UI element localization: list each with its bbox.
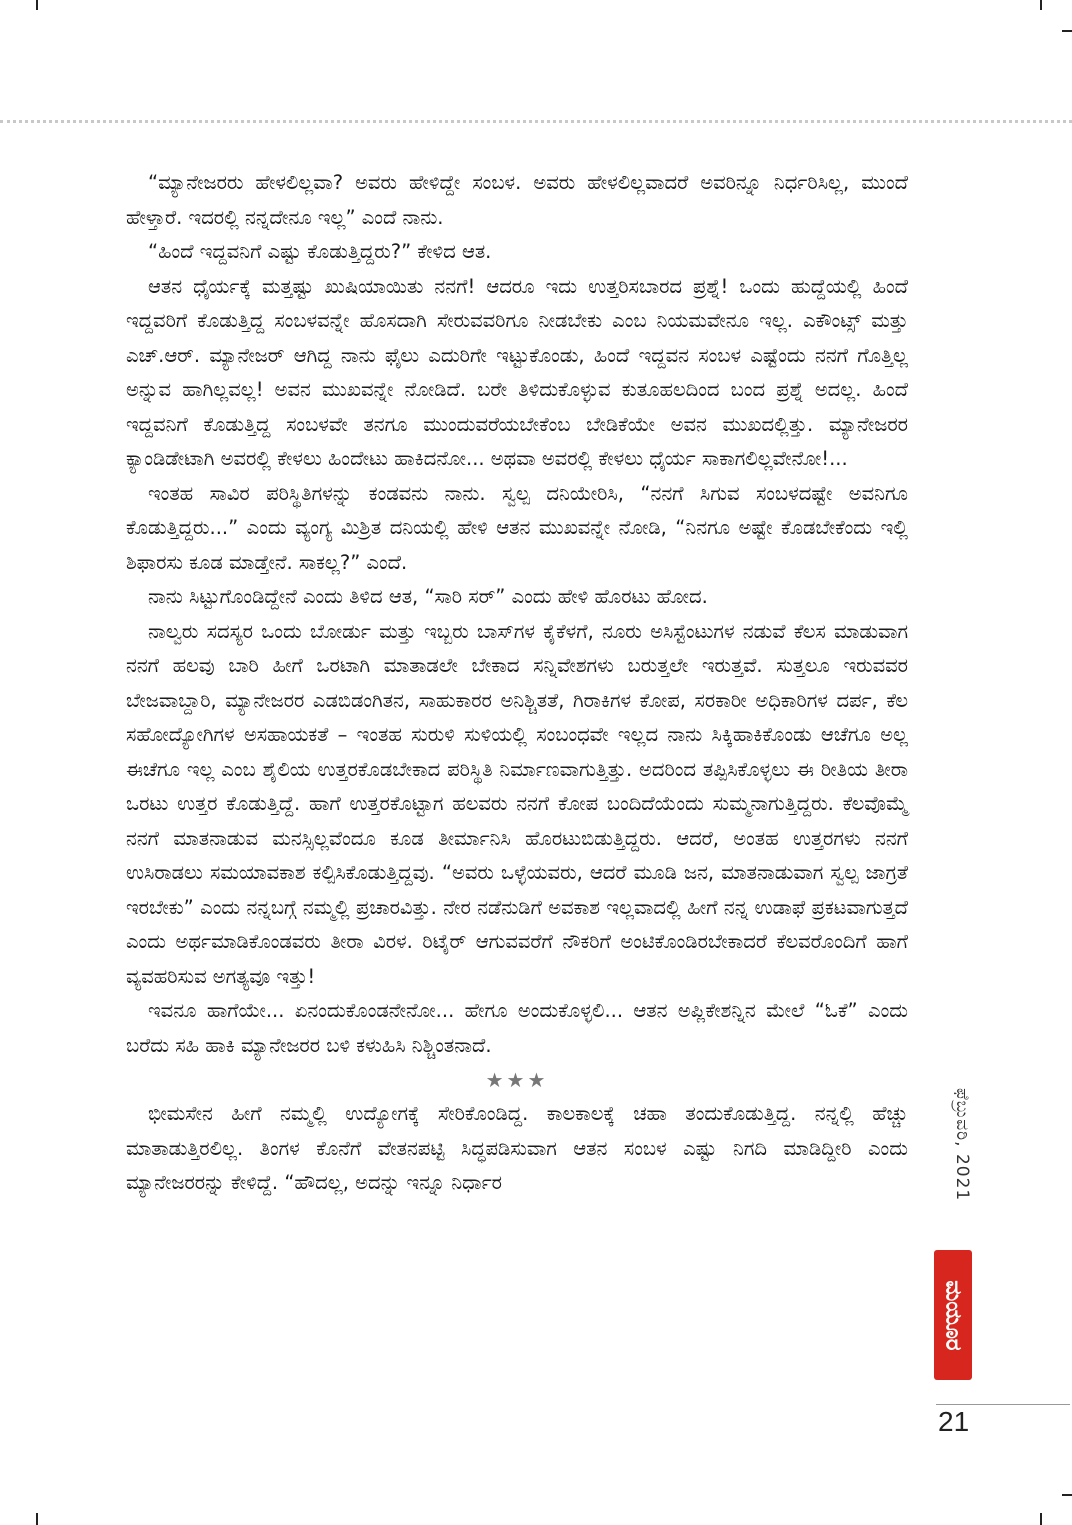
crop-mark-top-left: [36, 0, 38, 10]
page-number: 21: [938, 1406, 970, 1437]
crop-mark-bottom-right: [1040, 1513, 1042, 1525]
article-paragraph: ಇವನೂ ಹಾಗೆಯೇ... ಏನಂದುಕೊಂಡನೇನೋ... ಹೇಗೂ ಅಂದುಕೊಳ್ಳಲಿ... ಆತನ ಅಪ್ಲಿಕೇಶನ್ನಿನ ಮೇಲೆ “ಓಕೆ” ಎಂದು ಬರೆದು ಸಹಿ ಹಾಕಿ ಮ್ಯಾನೇಜರರ ಬಳಿ ಕಳುಹಿಸಿ ನಿಶ್ಚಿಂತನಾದೆ.: [126, 999, 908, 1057]
crop-mark-top-right: [1040, 0, 1042, 10]
crop-mark-right-lower: [1062, 1494, 1072, 1496]
article-paragraph: ಇಂತಹ ಸಾವಿರ ಪರಿಸ್ಥಿತಿಗಳನ್ನು ಕಂಡವನು ನಾನು. ಸ್ವಲ್ಪ ದನಿಯೇರಿಸಿ, “ನನಗೆ ಸಿಗುವ ಸಂಬಳದಷ್ಟೇ ಅವನಿಗೂ ಕೊಡುತ್ತಿದ್ದರು...” ಎಂದು ವ್ಯಂಗ್ಯ ಮಿಶ್ರಿತ ದನಿಯಲ್ಲಿ ಹೇಳಿ ಆತನ ಮುಖವನ್ನೇ ನೋಡಿ, “ನಿನಗೂ ಅಷ್ಟೇ ಕೊಡಬೇಕೆಂದು ಇಲ್ಲಿ ಶಿಫಾರಸು ಕೂಡ ಮಾಡ್ತೇನೆ. ಸಾಕಲ್ಲ?” ಎಂದೆ.: [126, 481, 908, 574]
issue-date-vertical: ಫೆಬ್ರುವರಿ, 2021: [952, 1088, 972, 1202]
article-paragraph-final: ಭೀಮಸೇನ ಹೀಗೆ ನಮ್ಮಲ್ಲಿ ಉದ್ಯೋಗಕ್ಕೆ ಸೇರಿಕೊಂಡಿದ್ದ. ಕಾಲಕಾಲಕ್ಕೆ ಚಹಾ ತಂದುಕೊಡುತ್ತಿದ್ದ. ನನ್ನಲ್ಲಿ ಹೆಚ್ಚು ಮಾತಾಡುತ್ತಿರಲಿಲ್ಲ. ತಿಂಗಳ ಕೊನೆಗೆ ವೇತನಪಟ್ಟಿ ಸಿದ್ಧಪಡಿಸುವಾಗ ಆತನ ಸಂಬಳ ಎಷ್ಟು ನಿಗದಿ ಮಾಡಿದ್ದೀರಿ ಎಂದು ಮ್ಯಾನೇಜರರನ್ನು ಕೇಳಿದ್ದೆ. “ಹೌದಲ್ಲ, ಅದನ್ನು ಇನ್ನೂ ನಿರ್ಧಾರ: [126, 1102, 908, 1194]
article-paragraph: ನಾಲ್ವರು ಸದಸ್ಯರ ಒಂದು ಬೋರ್ಡು ಮತ್ತು ಇಬ್ಬರು ಬಾಸ್‌ಗಳ ಕೈಕೆಳಗೆ, ನೂರು ಅಸಿಸ್ಟೆಂಟುಗಳ ನಡುವೆ ಕೆಲಸ ಮಾಡುವಾಗ ನನಗೆ ಹಲವು ಬಾರಿ ಹೀಗೆ ಒರಟಾಗಿ ಮಾತಾಡಲೇ ಬೇಕಾದ ಸನ್ನಿವೇಶಗಳು ಬರುತ್ತಲೇ ಇರುತ್ತವೆ. ಸುತ್ತಲೂ ಇರುವವರ ಬೇಜವಾಬ್ದಾರಿ, ಮ್ಯಾನೇಜರರ ಎಡಬಿಡಂಗಿತನ, ಸಾಹುಕಾರರ ಅನಿಶ್ಚಿತತೆ, ಗಿರಾಕಿಗಳ ಕೋಪ, ಸರಕಾರೀ ಅಧಿಕಾರಿಗಳ ದರ್ಪ, ಕೆಲ ಸಹೋದ್ಯೋಗಿಗಳ ಅಸಹಾಯಕತೆ – ಇಂತಹ ಸುರುಳಿ ಸುಳಿಯಲ್ಲಿ ಸಂಬಂಧವೇ ಇಲ್ಲದ ನಾನು ಸಿಕ್ಕಿಹಾಕಿಕೊಂಡು ಆಚೆಗೂ ಅಲ್ಲ ಈಚೆಗೂ ಇಲ್ಲ ಎಂಬ ಶೈಲಿಯ ಉತ್ತರಕೊಡಬೇಕಾದ ಪರಿಸ್ಥಿತಿ ನಿರ್ಮಾಣವಾಗುತ್ತಿತ್ತು. ಅದರಿಂದ ತಪ್ಪಿಸಿಕೊಳ್ಳಲು ಈ ರೀತಿಯ ತೀರಾ ಒರಟು ಉತ್ತರ ಕೊಡುತ್ತಿದ್ದೆ. ಹಾಗೆ ಉತ್ತರಕೊಟ್ಟಾಗ ಹಲವರು ನನಗೆ ಕೋಪ ಬಂದಿದೆಯೆಂದು ಸುಮ್ಮನಾಗುತ್ತಿದ್ದರು. ಕೆಲವೊಮ್ಮೆ ನನಗೆ ಮಾತನಾಡುವ ಮನಸ್ಸಿಲ್ಲವೆಂದೂ ಕೂಡ ತೀರ್ಮಾನಿಸಿ ಹೊರಟುಬಿಡುತ್ತಿದ್ದರು. ಆದರೆ, ಅಂತಹ ಉತ್ತರಗಳು ನನಗೆ ಉಸಿರಾಡಲು ಸಮಯಾವಕಾಶ ಕಲ್ಪಿಸಿಕೊಡುತ್ತಿದ್ದವು. “ಅವರು ಒಳ್ಳೆಯವರು, ಆದರೆ ಮೂಡಿ ಜನ, ಮಾತನಾಡುವಾಗ ಸ್ವಲ್ಪ ಜಾಗ್ರತೆ ಇರಬೇಕು” ಎಂದು ನನ್ನಬಗ್ಗೆ ನಮ್ಮಲ್ಲಿ ಪ್ರಚಾರವಿತ್ತು. ನೇರ ನಡೆನುಡಿಗೆ ಅವಕಾಶ ಇಲ್ಲವಾದಲ್ಲಿ ಹೀಗೆ ನನ್ನ ಉಡಾಫೆ ಪ್ರಕಟವಾಗುತ್ತದೆ ಎಂದು ಅರ್ಥಮಾಡಿಕೊಂಡವರು ತೀರಾ ವಿರಳ. ರಿಟೈರ್ ಆಗುವವರೆಗೆ ನೌಕರಿಗೆ ಅಂಟಿಕೊಂಡಿರಬೇಕಾದರೆ ಕೆಲವರೊಂದಿಗೆ ಹಾಗೆ ವ್ಯವಹರಿಸುವ ಅಗತ್ಯವೂ ಇತ್ತು!: [126, 619, 908, 988]
page-number-rule: [936, 1404, 1070, 1405]
header-dotted-rule: [0, 120, 1072, 123]
crop-mark-bottom-left: [36, 1513, 38, 1525]
magazine-logo-text: ಮಯೂರ: [940, 1279, 966, 1351]
article-paragraph: “ಮ್ಯಾನೇಜರರು ಹೇಳಲಿಲ್ಲವಾ? ಅವರು ಹೇಳಿದ್ದೇ ಸಂಬಳ. ಅವರು ಹೇಳಲಿಲ್ಲವಾದರೆ ಅವರಿನ್ನೂ ನಿರ್ಧರಿಸಿಲ್ಲ, ಮುಂದೆ ಹೇಳ್ತಾರೆ. ಇದರಲ್ಲಿ ನನ್ನದೇನೂ ಇಲ್ಲ” ಎಂದೆ ನಾನು.: [126, 171, 908, 229]
crop-mark-right-upper: [1062, 30, 1072, 32]
article-paragraph: ಆತನ ಧೈರ್ಯಕ್ಕೆ ಮತ್ತಷ್ಟು ಖುಷಿಯಾಯಿತು ನನಗೆ! ಆದರೂ ಇದು ಉತ್ತರಿಸಬಾರದ ಪ್ರಶ್ನೆ! ಒಂದು ಹುದ್ದೆಯಲ್ಲಿ ಹಿಂದೆ ಇದ್ದವರಿಗೆ ಕೊಡುತ್ತಿದ್ದ ಸಂಬಳವನ್ನೇ ಹೊಸದಾಗಿ ಸೇರುವವರಿಗೂ ನೀಡಬೇಕು ಎಂಬ ನಿಯಮವೇನೂ ಇಲ್ಲ. ಎಕೌಂಟ್ಸ್ ಮತ್ತು ಎಚ್.ಆರ್. ಮ್ಯಾನೇಜರ್ ಆಗಿದ್ದ ನಾನು ಫೈಲು ಎದುರಿಗೇ ಇಟ್ಟುಕೊಂಡು, ಹಿಂದೆ ಇದ್ದವನ ಸಂಬಳ ಎಷ್ಟೆಂದು ನನಗೆ ಗೊತ್ತಿಲ್ಲ ಅನ್ನುವ ಹಾಗಿಲ್ಲವಲ್ಲ! ಅವನ ಮುಖವನ್ನೇ ನೋಡಿದೆ. ಬರೇ ತಿಳಿದುಕೊಳ್ಳುವ ಕುತೂಹಲದಿಂದ ಬಂದ ಪ್ರಶ್ನೆ ಅದಲ್ಲ. ಹಿಂದೆ ಇದ್ದವನಿಗೆ ಕೊಡುತ್ತಿದ್ದ ಸಂಬಳವೇ ತನಗೂ ಮುಂದುವರೆಯಬೇಕೆಂಬ ಬೇಡಿಕೆಯೇ ಅವನ ಮುಖದಲ್ಲಿತ್ತು. ಮ್ಯಾನೇಜರರ ಕ್ಯಾಂಡಿಡೇಟಾಗಿ ಅವರಲ್ಲಿ ಕೇಳಲು ಹಿಂದೇಟು ಹಾಕಿದನೋ... ಅಥವಾ ಅವರಲ್ಲಿ ಕೇಳಲು ಧೈರ್ಯ ಸಾಕಾಗಲಿಲ್ಲವೇನೋ!...: [126, 274, 908, 470]
magazine-logo: [934, 1250, 972, 1380]
article-paragraph: ನಾನು ಸಿಟ್ಟುಗೊಂಡಿದ್ದೇನೆ ಎಂದು ತಿಳಿದ ಆತ, “ಸಾರಿ ಸರ್” ಎಂದು ಹೇಳಿ ಹೊರಟು ಹೋದ.: [148, 585, 708, 608]
article-paragraph: “ಹಿಂದೆ ಇದ್ದವನಿಗೆ ಎಷ್ಟು ಕೊಡುತ್ತಿದ್ದರು?” ಕೇಳಿದ ಆತ.: [148, 240, 492, 263]
section-separator-stars: ★★★: [485, 1068, 549, 1092]
article-body: [126, 166, 908, 1201]
